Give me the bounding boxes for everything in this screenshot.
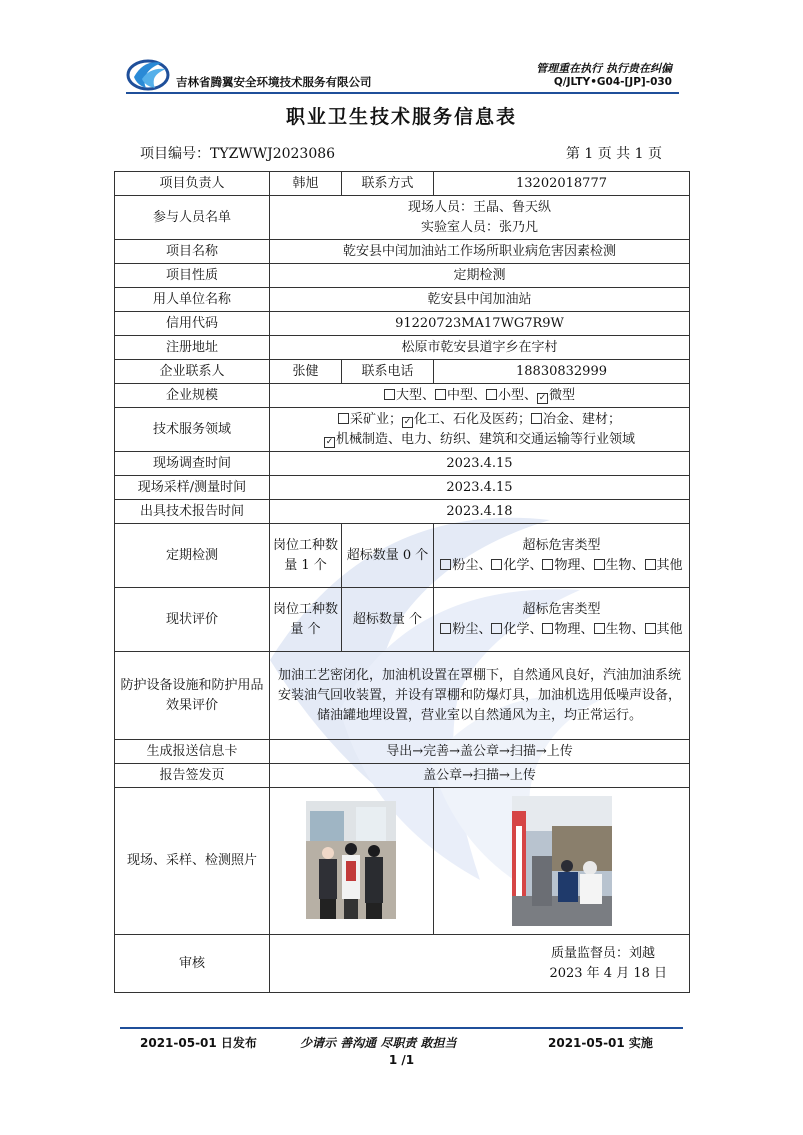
card-flow: 导出→完善→盖公章→扫描→上传 — [270, 740, 690, 764]
document-number: Q/JLTY•G04-[JP]-030 — [553, 76, 672, 88]
table-row — [115, 764, 690, 788]
header-divider — [126, 92, 679, 94]
table-row — [115, 384, 690, 408]
participants-lab: 实验室人员：张乃凡 — [420, 219, 538, 235]
ent-contact-value: 张健 — [270, 360, 342, 384]
table-row — [115, 652, 690, 740]
contact-value: 13202018777 — [434, 172, 690, 196]
scale-small: 小型 — [498, 387, 525, 403]
checkbox-machinery-checked[interactable]: ✓ — [325, 436, 334, 447]
scale-options: 大型、 中型、 小型、 ✓ 微型 — [270, 384, 690, 408]
table-row — [115, 312, 690, 336]
checkbox-micro-checked[interactable]: ✓ — [538, 392, 547, 403]
survey-value: 2023.4.15 — [270, 452, 690, 476]
leader-value: 韩旭 — [270, 172, 342, 196]
table-row — [115, 360, 690, 384]
status-posts: 岗位工种数量 个 — [270, 588, 342, 652]
card-label: 生成报送信息卡 — [115, 740, 270, 764]
checkbox-physical[interactable] — [542, 559, 553, 570]
checkbox-large[interactable] — [384, 389, 395, 400]
site-photo-sampling[interactable] — [512, 796, 612, 926]
nature-label: 项目性质 — [115, 264, 270, 288]
checkbox-mining[interactable] — [338, 413, 349, 424]
domain-machinery: 机械制造、电力、纺织、建筑和交通运输等行业领域 — [335, 431, 635, 447]
checkbox-physical-2[interactable] — [542, 623, 553, 634]
periodic-posts: 岗位工种数量 1 个 — [270, 524, 342, 588]
footer-motto: 少请示 善沟通 尽职责 敢担当 — [300, 1036, 457, 1050]
hazard-dust-2: 粉尘 — [452, 621, 479, 637]
periodic-exceed: 超标数量 0 个 — [342, 524, 434, 588]
table-row — [115, 336, 690, 360]
table-row — [115, 524, 690, 588]
table-row — [115, 935, 690, 993]
domain-metallurgy: 冶金、建材 — [543, 411, 609, 427]
address-label: 注册地址 — [115, 336, 270, 360]
checkbox-chemical-2[interactable] — [491, 623, 502, 634]
ent-phone-value: 18830832999 — [434, 360, 690, 384]
credit-label: 信用代码 — [115, 312, 270, 336]
checkbox-metallurgy[interactable] — [531, 413, 542, 424]
report-time-label: 出具技术报告时间 — [115, 500, 270, 524]
footer-publish-date: 2021-05-01 日发布 — [140, 1036, 257, 1050]
scale-label: 企业规模 — [115, 384, 270, 408]
table-row — [115, 288, 690, 312]
employer-label: 用人单位名称 — [115, 288, 270, 312]
hazard-chemical-2: 化学 — [503, 621, 530, 637]
photo-cell-2 — [434, 788, 690, 935]
table-row — [115, 500, 690, 524]
nature-value: 定期检测 — [270, 264, 690, 288]
sampling-label: 现场采样/测量时间 — [115, 476, 270, 500]
participants-field: 现场人员：王晶、鲁天纵 — [407, 199, 551, 215]
project-name-label: 项目名称 — [115, 240, 270, 264]
company-name: 吉林省腾翼安全环境技术服务有限公司 — [176, 75, 372, 89]
checkbox-biological-2[interactable] — [594, 623, 605, 634]
hazard-dust: 粉尘 — [452, 557, 479, 573]
table-row — [115, 788, 690, 935]
checkbox-other[interactable] — [645, 559, 656, 570]
checkbox-dust[interactable] — [440, 559, 451, 570]
status-hazards: 超标危害类型 粉尘、 化学、 物理、 生物、 其他 — [434, 588, 690, 652]
status-hazard-type-label: 超标危害类型 — [522, 601, 601, 617]
footer-divider — [120, 1027, 683, 1029]
table-row — [115, 452, 690, 476]
report-time-value: 2023.4.18 — [270, 500, 690, 524]
hazard-chemical: 化学 — [503, 557, 530, 573]
checkbox-chemical[interactable] — [491, 559, 502, 570]
checkbox-other-2[interactable] — [645, 623, 656, 634]
credit-value: 91220723MA17WG7R9W — [270, 312, 690, 336]
scale-large: 大型 — [395, 387, 422, 403]
participants-label: 参与人员名单 — [115, 196, 270, 240]
periodic-hazards: 超标危害类型 粉尘、 化学、 物理、 生物、 其他 — [434, 524, 690, 588]
leader-label: 项目负责人 — [115, 172, 270, 196]
footer-page-number: 1 /1 — [388, 1053, 415, 1067]
page-info: 第 1 页 共 1 页 — [565, 146, 662, 162]
address-value: 松原市乾安县道字乡在字村 — [270, 336, 690, 360]
hazard-biological-2: 生物 — [605, 621, 632, 637]
review-label: 审核 — [115, 935, 270, 993]
hazard-physical: 物理 — [554, 557, 581, 573]
ent-contact-label: 企业联系人 — [115, 360, 270, 384]
photo-cell-1 — [270, 788, 434, 935]
protect-label: 防护设备设施和防护用品效果评价 — [115, 652, 270, 740]
company-logo-icon — [126, 55, 170, 91]
hazard-biological: 生物 — [605, 557, 632, 573]
page-title: 职业卫生技术服务信息表 — [285, 106, 517, 128]
table-row — [115, 588, 690, 652]
table-row — [115, 264, 690, 288]
issue-flow: 盖公章→扫描→上传 — [270, 764, 690, 788]
issue-label: 报告签发页 — [115, 764, 270, 788]
project-number: 项目编号：TYZWWJ2023086 — [140, 146, 336, 162]
domain-options: 采矿业； ✓ 化工、石化及医药； 冶金、建材； ✓ 机械制造、电力、纺织、建筑和交通运输等行业领域 — [270, 408, 690, 452]
contact-label: 联系方式 — [342, 172, 434, 196]
checkbox-small[interactable] — [486, 389, 497, 400]
checkbox-dust-2[interactable] — [440, 623, 451, 634]
table-row — [115, 740, 690, 764]
table-row — [115, 240, 690, 264]
table-row — [115, 172, 690, 196]
hazard-other: 其他 — [656, 557, 683, 573]
review-date: 2023 年 4 月 18 日 — [549, 965, 667, 981]
table-row — [115, 476, 690, 500]
photos-label: 现场、采样、检测照片 — [115, 788, 270, 935]
periodic-hazard-type-label: 超标危害类型 — [522, 537, 601, 553]
periodic-label: 定期检测 — [115, 524, 270, 588]
review-cell — [270, 935, 690, 993]
employer-value: 乾安县中闰加油站 — [270, 288, 690, 312]
info-table — [114, 171, 690, 993]
header-slogan: 管理重在执行 执行贵在纠偏 — [536, 62, 672, 75]
status-label: 现状评价 — [115, 588, 270, 652]
hazard-physical-2: 物理 — [554, 621, 581, 637]
scale-medium: 中型 — [446, 387, 473, 403]
checkbox-chemical-checked[interactable]: ✓ — [403, 416, 412, 427]
footer-implement-date: 2021-05-01 实施 — [548, 1036, 653, 1050]
table-row — [115, 196, 690, 240]
table-row — [115, 408, 690, 452]
domain-label: 技术服务领域 — [115, 408, 270, 452]
ent-phone-label: 联系电话 — [342, 360, 434, 384]
supervisor-name: 质量监督员：刘越 — [550, 945, 655, 961]
domain-mining: 采矿业 — [349, 411, 389, 427]
status-exceed: 超标数量 个 — [342, 588, 434, 652]
site-photo-people[interactable] — [306, 801, 396, 919]
project-name-value: 乾安县中闰加油站工作场所职业病危害因素检测 — [270, 240, 690, 264]
domain-chemical: 化工、石化及医药 — [413, 411, 518, 427]
survey-label: 现场调查时间 — [115, 452, 270, 476]
sampling-value: 2023.4.15 — [270, 476, 690, 500]
checkbox-medium[interactable] — [435, 389, 446, 400]
checkbox-biological[interactable] — [594, 559, 605, 570]
scale-micro: 微型 — [549, 387, 576, 403]
hazard-other-2: 其他 — [656, 621, 683, 637]
protect-text: 加油工艺密闭化，加油机设置在罩棚下，自然通风良好，汽油加油系统安装油气回收装置，并设有罩棚和防爆灯具，加油机选用低噪声设备，储油罐地埋设置，营业室以自然通风为主，均正常运行。 — [270, 652, 690, 740]
